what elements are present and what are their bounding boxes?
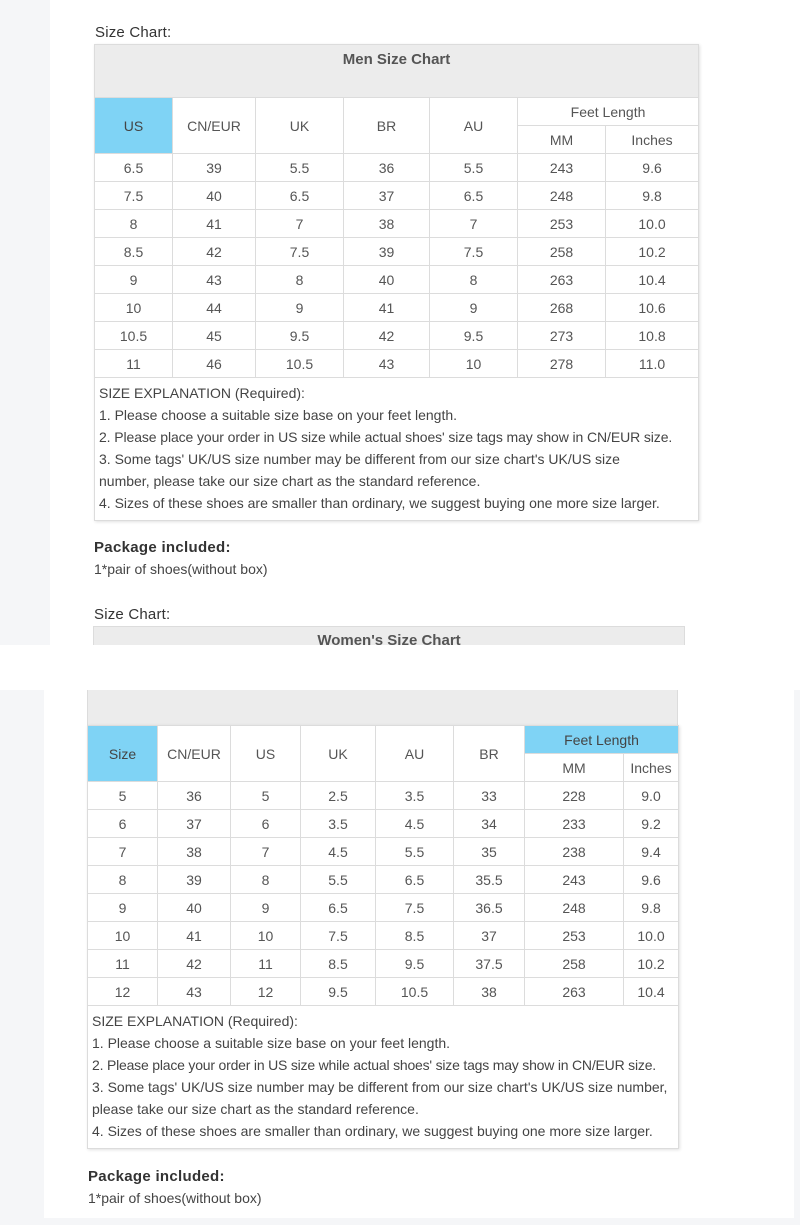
- table-cell: 36.5: [454, 894, 525, 922]
- table-cell: 9.0: [624, 782, 679, 810]
- table-cell: 248: [525, 894, 624, 922]
- table-cell: 37.5: [454, 950, 525, 978]
- women-header-cneur: CN/EUR: [158, 726, 231, 782]
- table-cell: 45: [173, 322, 256, 350]
- table-cell: 9.4: [624, 838, 679, 866]
- table-row: [95, 210, 699, 238]
- women-header-br: BR: [454, 726, 525, 782]
- table-cell: 10.5: [376, 978, 454, 1006]
- table-cell: 9: [88, 894, 158, 922]
- table-cell: 37: [344, 182, 430, 210]
- women-package-text: 1*pair of shoes(without box): [88, 1190, 262, 1206]
- table-cell: 10: [88, 922, 158, 950]
- table-row: [88, 866, 679, 894]
- men-header-mm: MM: [518, 126, 606, 154]
- table-row: [88, 950, 679, 978]
- table-cell: 9.2: [624, 810, 679, 838]
- table-cell: 42: [173, 238, 256, 266]
- men-chart-title: Men Size Chart: [95, 45, 699, 98]
- table-row: [95, 294, 699, 322]
- women-header-us: US: [231, 726, 301, 782]
- table-row: [88, 838, 679, 866]
- table-cell: 7.5: [95, 182, 173, 210]
- table-cell: 3.5: [301, 810, 376, 838]
- table-cell: 3.5: [376, 782, 454, 810]
- table-cell: 10.2: [624, 950, 679, 978]
- table-cell: 6.5: [376, 866, 454, 894]
- table-cell: 278: [518, 350, 606, 378]
- table-cell: 8: [231, 866, 301, 894]
- table-cell: 258: [525, 950, 624, 978]
- women-table-body: [88, 782, 679, 1006]
- table-row: [88, 978, 679, 1006]
- table-cell: 36: [158, 782, 231, 810]
- table-cell: 9: [231, 894, 301, 922]
- men-header-us: US: [95, 98, 173, 154]
- table-cell: 4.5: [301, 838, 376, 866]
- table-cell: 9.5: [430, 322, 518, 350]
- women-header-inches: Inches: [624, 754, 679, 782]
- men-header-au: AU: [430, 98, 518, 154]
- men-table-body: [95, 154, 699, 378]
- table-cell: 38: [344, 210, 430, 238]
- men-package-title: Package included:: [94, 539, 231, 556]
- table-cell: 7.5: [376, 894, 454, 922]
- table-cell: 8.5: [376, 922, 454, 950]
- table-cell: 38: [454, 978, 525, 1006]
- women-header-size: Size: [88, 726, 158, 782]
- table-row: [95, 238, 699, 266]
- table-row: [88, 810, 679, 838]
- table-cell: 253: [518, 210, 606, 238]
- table-cell: 5.5: [301, 866, 376, 894]
- table-cell: 8: [430, 266, 518, 294]
- table-row: [95, 266, 699, 294]
- men-header-inches: Inches: [606, 126, 699, 154]
- table-cell: 4.5: [376, 810, 454, 838]
- table-cell: 8: [88, 866, 158, 894]
- table-cell: 10.6: [606, 294, 699, 322]
- table-cell: 258: [518, 238, 606, 266]
- women-header-au: AU: [376, 726, 454, 782]
- table-cell: 7.5: [256, 238, 344, 266]
- table-cell: 5.5: [256, 154, 344, 182]
- table-cell: 9.8: [606, 182, 699, 210]
- table-cell: 6.5: [430, 182, 518, 210]
- table-cell: 36: [344, 154, 430, 182]
- table-cell: 5: [88, 782, 158, 810]
- table-cell: 10.5: [256, 350, 344, 378]
- table-cell: 238: [525, 838, 624, 866]
- table-cell: 7.5: [301, 922, 376, 950]
- table-cell: 9.6: [606, 154, 699, 182]
- table-cell: 11.0: [606, 350, 699, 378]
- table-row: [95, 154, 699, 182]
- women-package-title: Package included:: [88, 1168, 225, 1185]
- table-cell: 5: [231, 782, 301, 810]
- table-cell: 10.2: [606, 238, 699, 266]
- table-cell: 10.0: [624, 922, 679, 950]
- table-cell: 43: [344, 350, 430, 378]
- men-note-3: 3. Some tags' UK/US size number may be different from our size chart's UK/US size number, please take our size chart as the standard reference.: [99, 451, 620, 489]
- men-header-feet-length: Feet Length: [518, 98, 699, 126]
- table-cell: 43: [173, 266, 256, 294]
- table-cell: 273: [518, 322, 606, 350]
- table-cell: 228: [525, 782, 624, 810]
- table-cell: 40: [158, 894, 231, 922]
- table-cell: 40: [344, 266, 430, 294]
- table-cell: 33: [454, 782, 525, 810]
- women-size-table: [87, 725, 679, 1149]
- table-cell: 9.8: [624, 894, 679, 922]
- table-cell: 11: [231, 950, 301, 978]
- table-cell: 9.5: [256, 322, 344, 350]
- table-cell: 8: [95, 210, 173, 238]
- table-cell: 8: [256, 266, 344, 294]
- table-cell: 39: [158, 866, 231, 894]
- table-cell: 5.5: [376, 838, 454, 866]
- table-cell: 9: [256, 294, 344, 322]
- table-cell: 268: [518, 294, 606, 322]
- table-cell: 11: [95, 350, 173, 378]
- table-cell: 43: [158, 978, 231, 1006]
- table-cell: 6.5: [95, 154, 173, 182]
- women-header-feet-length: Feet Length: [525, 726, 679, 754]
- table-cell: 2.5: [301, 782, 376, 810]
- women-note-4: 4. Sizes of these shoes are smaller than ordinary, we suggest buying one more size larger.: [92, 1123, 653, 1139]
- table-cell: 6: [88, 810, 158, 838]
- table-cell: 12: [88, 978, 158, 1006]
- table-cell: 35: [454, 838, 525, 866]
- table-cell: 12: [231, 978, 301, 1006]
- women-section-label: Size Chart:: [94, 606, 171, 623]
- men-note-4: 4. Sizes of these shoes are smaller than ordinary, we suggest buying one more size larger.: [99, 495, 660, 511]
- women-size-explanation: [88, 1006, 679, 1149]
- table-cell: 10.4: [624, 978, 679, 1006]
- table-row: [95, 322, 699, 350]
- men-section-label: Size Chart:: [95, 24, 172, 41]
- table-cell: 35.5: [454, 866, 525, 894]
- table-cell: 263: [525, 978, 624, 1006]
- table-cell: 11: [88, 950, 158, 978]
- table-cell: 7: [430, 210, 518, 238]
- table-cell: 10.5: [95, 322, 173, 350]
- women-note-1: 1. Please choose a suitable size base on your feet length.: [92, 1035, 451, 1051]
- men-package-text: 1*pair of shoes(without box): [94, 561, 268, 577]
- table-cell: 10: [430, 350, 518, 378]
- table-cell: 263: [518, 266, 606, 294]
- table-row: [88, 782, 679, 810]
- women-note-heading: SIZE EXPLANATION (Required):: [92, 1013, 298, 1029]
- table-cell: 7: [88, 838, 158, 866]
- table-cell: 9: [95, 266, 173, 294]
- image-gap: [0, 645, 800, 690]
- table-cell: 39: [344, 238, 430, 266]
- table-cell: 41: [344, 294, 430, 322]
- table-cell: 40: [173, 182, 256, 210]
- table-cell: 38: [158, 838, 231, 866]
- men-note-1: 1. Please choose a suitable size base on your feet length.: [99, 407, 458, 423]
- table-row: [88, 894, 679, 922]
- table-row: [95, 350, 699, 378]
- men-size-table: [94, 44, 699, 521]
- men-note-heading: SIZE EXPLANATION (Required):: [99, 385, 305, 401]
- table-row: [95, 182, 699, 210]
- table-cell: 243: [518, 154, 606, 182]
- table-cell: 248: [518, 182, 606, 210]
- table-cell: 7.5: [430, 238, 518, 266]
- table-cell: 253: [525, 922, 624, 950]
- table-cell: 10.8: [606, 322, 699, 350]
- table-cell: 37: [158, 810, 231, 838]
- women-title-continuation: [87, 690, 678, 726]
- table-cell: 42: [158, 950, 231, 978]
- women-chart-title: Women's Size Chart: [93, 626, 685, 645]
- table-cell: 46: [173, 350, 256, 378]
- table-cell: 7: [256, 210, 344, 238]
- table-cell: 34: [454, 810, 525, 838]
- table-cell: 37: [454, 922, 525, 950]
- table-cell: 9.5: [301, 978, 376, 1006]
- table-cell: 44: [173, 294, 256, 322]
- women-header-uk: UK: [301, 726, 376, 782]
- men-header-br: BR: [344, 98, 430, 154]
- table-row: [88, 922, 679, 950]
- table-cell: 8.5: [301, 950, 376, 978]
- women-header-mm: MM: [525, 754, 624, 782]
- table-cell: 9: [430, 294, 518, 322]
- table-cell: 6: [231, 810, 301, 838]
- table-cell: 6.5: [301, 894, 376, 922]
- table-cell: 39: [173, 154, 256, 182]
- table-cell: 10: [95, 294, 173, 322]
- women-note-2: 2. Please place your order in US size while actual shoes' size tags may show in CN/EUR size.: [92, 1057, 656, 1073]
- table-cell: 41: [158, 922, 231, 950]
- table-cell: 7: [231, 838, 301, 866]
- table-cell: 6.5: [256, 182, 344, 210]
- table-cell: 9.5: [376, 950, 454, 978]
- men-header-cneur: CN/EUR: [173, 98, 256, 154]
- table-cell: 10: [231, 922, 301, 950]
- table-cell: 10.0: [606, 210, 699, 238]
- men-note-2: 2. Please place your order in US size while actual shoes' size tags may show in CN/EUR size.: [99, 429, 673, 445]
- table-cell: 41: [173, 210, 256, 238]
- women-note-3: 3. Some tags' UK/US size number may be different from our size chart's UK/US size number, please take our size chart as the standard reference.: [92, 1079, 668, 1117]
- men-header-uk: UK: [256, 98, 344, 154]
- table-cell: 8.5: [95, 238, 173, 266]
- table-cell: 5.5: [430, 154, 518, 182]
- table-cell: 9.6: [624, 866, 679, 894]
- men-size-explanation: [95, 378, 699, 521]
- table-cell: 243: [525, 866, 624, 894]
- table-cell: 10.4: [606, 266, 699, 294]
- table-cell: 233: [525, 810, 624, 838]
- table-cell: 42: [344, 322, 430, 350]
